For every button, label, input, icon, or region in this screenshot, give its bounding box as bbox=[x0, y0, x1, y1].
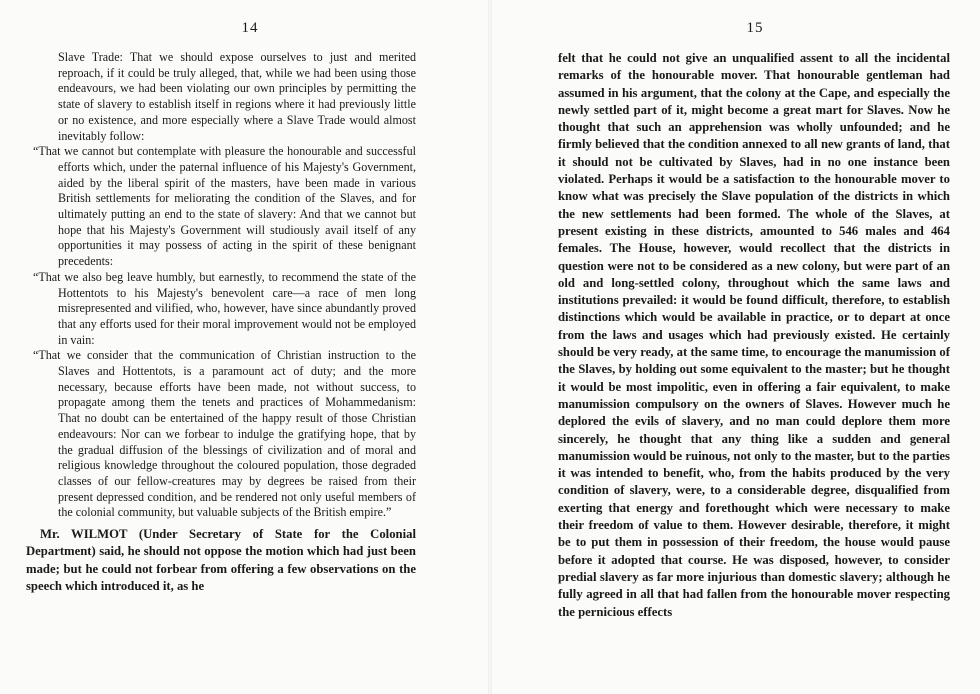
right-page bbox=[490, 0, 980, 694]
right-page-text bbox=[558, 50, 950, 621]
page-number: 14 bbox=[241, 20, 259, 36]
quoted-resolution: “That we also beg leave humbly, but earnestly, to recommend the state of the Hottentots to his Majesty's benevolent care—a race of men long misrepresented and vilified, who, however, have since abundantly proved that any efforts used for their moral improvement would not be employed in vain: bbox=[33, 269, 416, 347]
quoted-resolution: “That we cannot but contemplate with pleasure the honourable and successful efforts which, under the paternal influence of his Majesty's Government, aided by the liberal spirit of the masters, have been made in various British settlements for meliorating the condition of the Slaves, and for ultimately putting an end to the state of slavery: And that we cannot but hope that his Majesty's Government will studiously avail itself of any opportunities it may possess of acting in the spirit of these benignant precedents: bbox=[33, 144, 416, 269]
paragraph: Mr. WILMOT (Under Secretary of State for the Colonial Department) said, he should not oppose the motion which had just been made; but he could not forbear from offering a few observations on the speech which introduced it, as he bbox=[26, 527, 416, 593]
quoted-resolution: “That we consider that the communication of Christian instruction to the Slaves and Hottentots, is a paramount act of duty; and the more necessary, because efforts have been made, not without success, to propagate among them the tenets and practices of Mohammedanism: That no doubt can be entertained of the happy result of those Christian endeavours: Nor can we forbear to indulge the gratifying hope, that by the gradual diffusion of the blessings of civilization and of moral and religious knowledge throughout the coloured population, those degraded classes of our fellow-creatures may by degrees be raised from their present depressed condition, and be rendered not only useful members of the colonial community, but valuable subjects of the British empire.” bbox=[33, 348, 416, 520]
paragraph: felt that he could not give an unqualified assent to all the incidental remarks of the honourable mover. That honourable gentleman had assumed in his argument, that the colony at the Cape, and especially the newly settled part of it, might become a great mart for Slaves. Now he thought that such an apprehension was wholly unfounded; and he firmly believed that the condition annexed to all new grants of land, that it should not be cultivated by Slaves, had in no one instance been violated. Perhaps it would be a satisfaction to the honourable mover to know what was precisely the Slave population of the districts in which the new settlements had been formed. The whole of the Slaves, at present existing in these districts, amounted to 546 males and 464 females. The House, however, would recollect that the districts in question were not to be considered as a new colony, but were part of an old and long-settled colony, throughout which the same laws and institutions prevailed: it would be found difficult, therefore, to establish distinctions which would be available in practice, or to depart at once from the laws and usages which had previously existed. He certainly should be very ready, at the same time, to encourage the manumission of the Slaves, by holding out some equivalent to the master; but he thought it would be most impolitic, even in offering a fair equivalent, to make manumission compulsory on the owners of Slaves. However much he deplored the evils of slavery, and no man could deplore them more sincerely, he thought that any thing like a sudden and general manumission would be ruinous, not only to the master, but to the parties it was intended to benefit, who, from the habits produced by the very condition of slavery, were, to a considerable degree, disqualified from exerting that energy and forethought which were necessary to make their freedom of value to them. However desirable, therefore, it might be to put them in possession of their freedom, the house would pause before it adopted that course. He was disposed, however, to consider predial slavery as far more injurious than domestic slavery; although he fully agreed in all that had fallen from the honourable mover respecting the pernicious effects bbox=[558, 51, 950, 619]
paragraph: Slave Trade: That we should expose ourselves to just and merited reproach, if it could be truly alleged, that, while we had been using those endeavours, we had been violating our own principles by permitting the state of slavery to establish itself in regions where it had previously little or no existence, and more especially where a Slave Trade would almost inevitably follow: bbox=[58, 50, 416, 143]
page-number: 15 bbox=[746, 20, 764, 36]
left-page-text bbox=[26, 50, 416, 595]
